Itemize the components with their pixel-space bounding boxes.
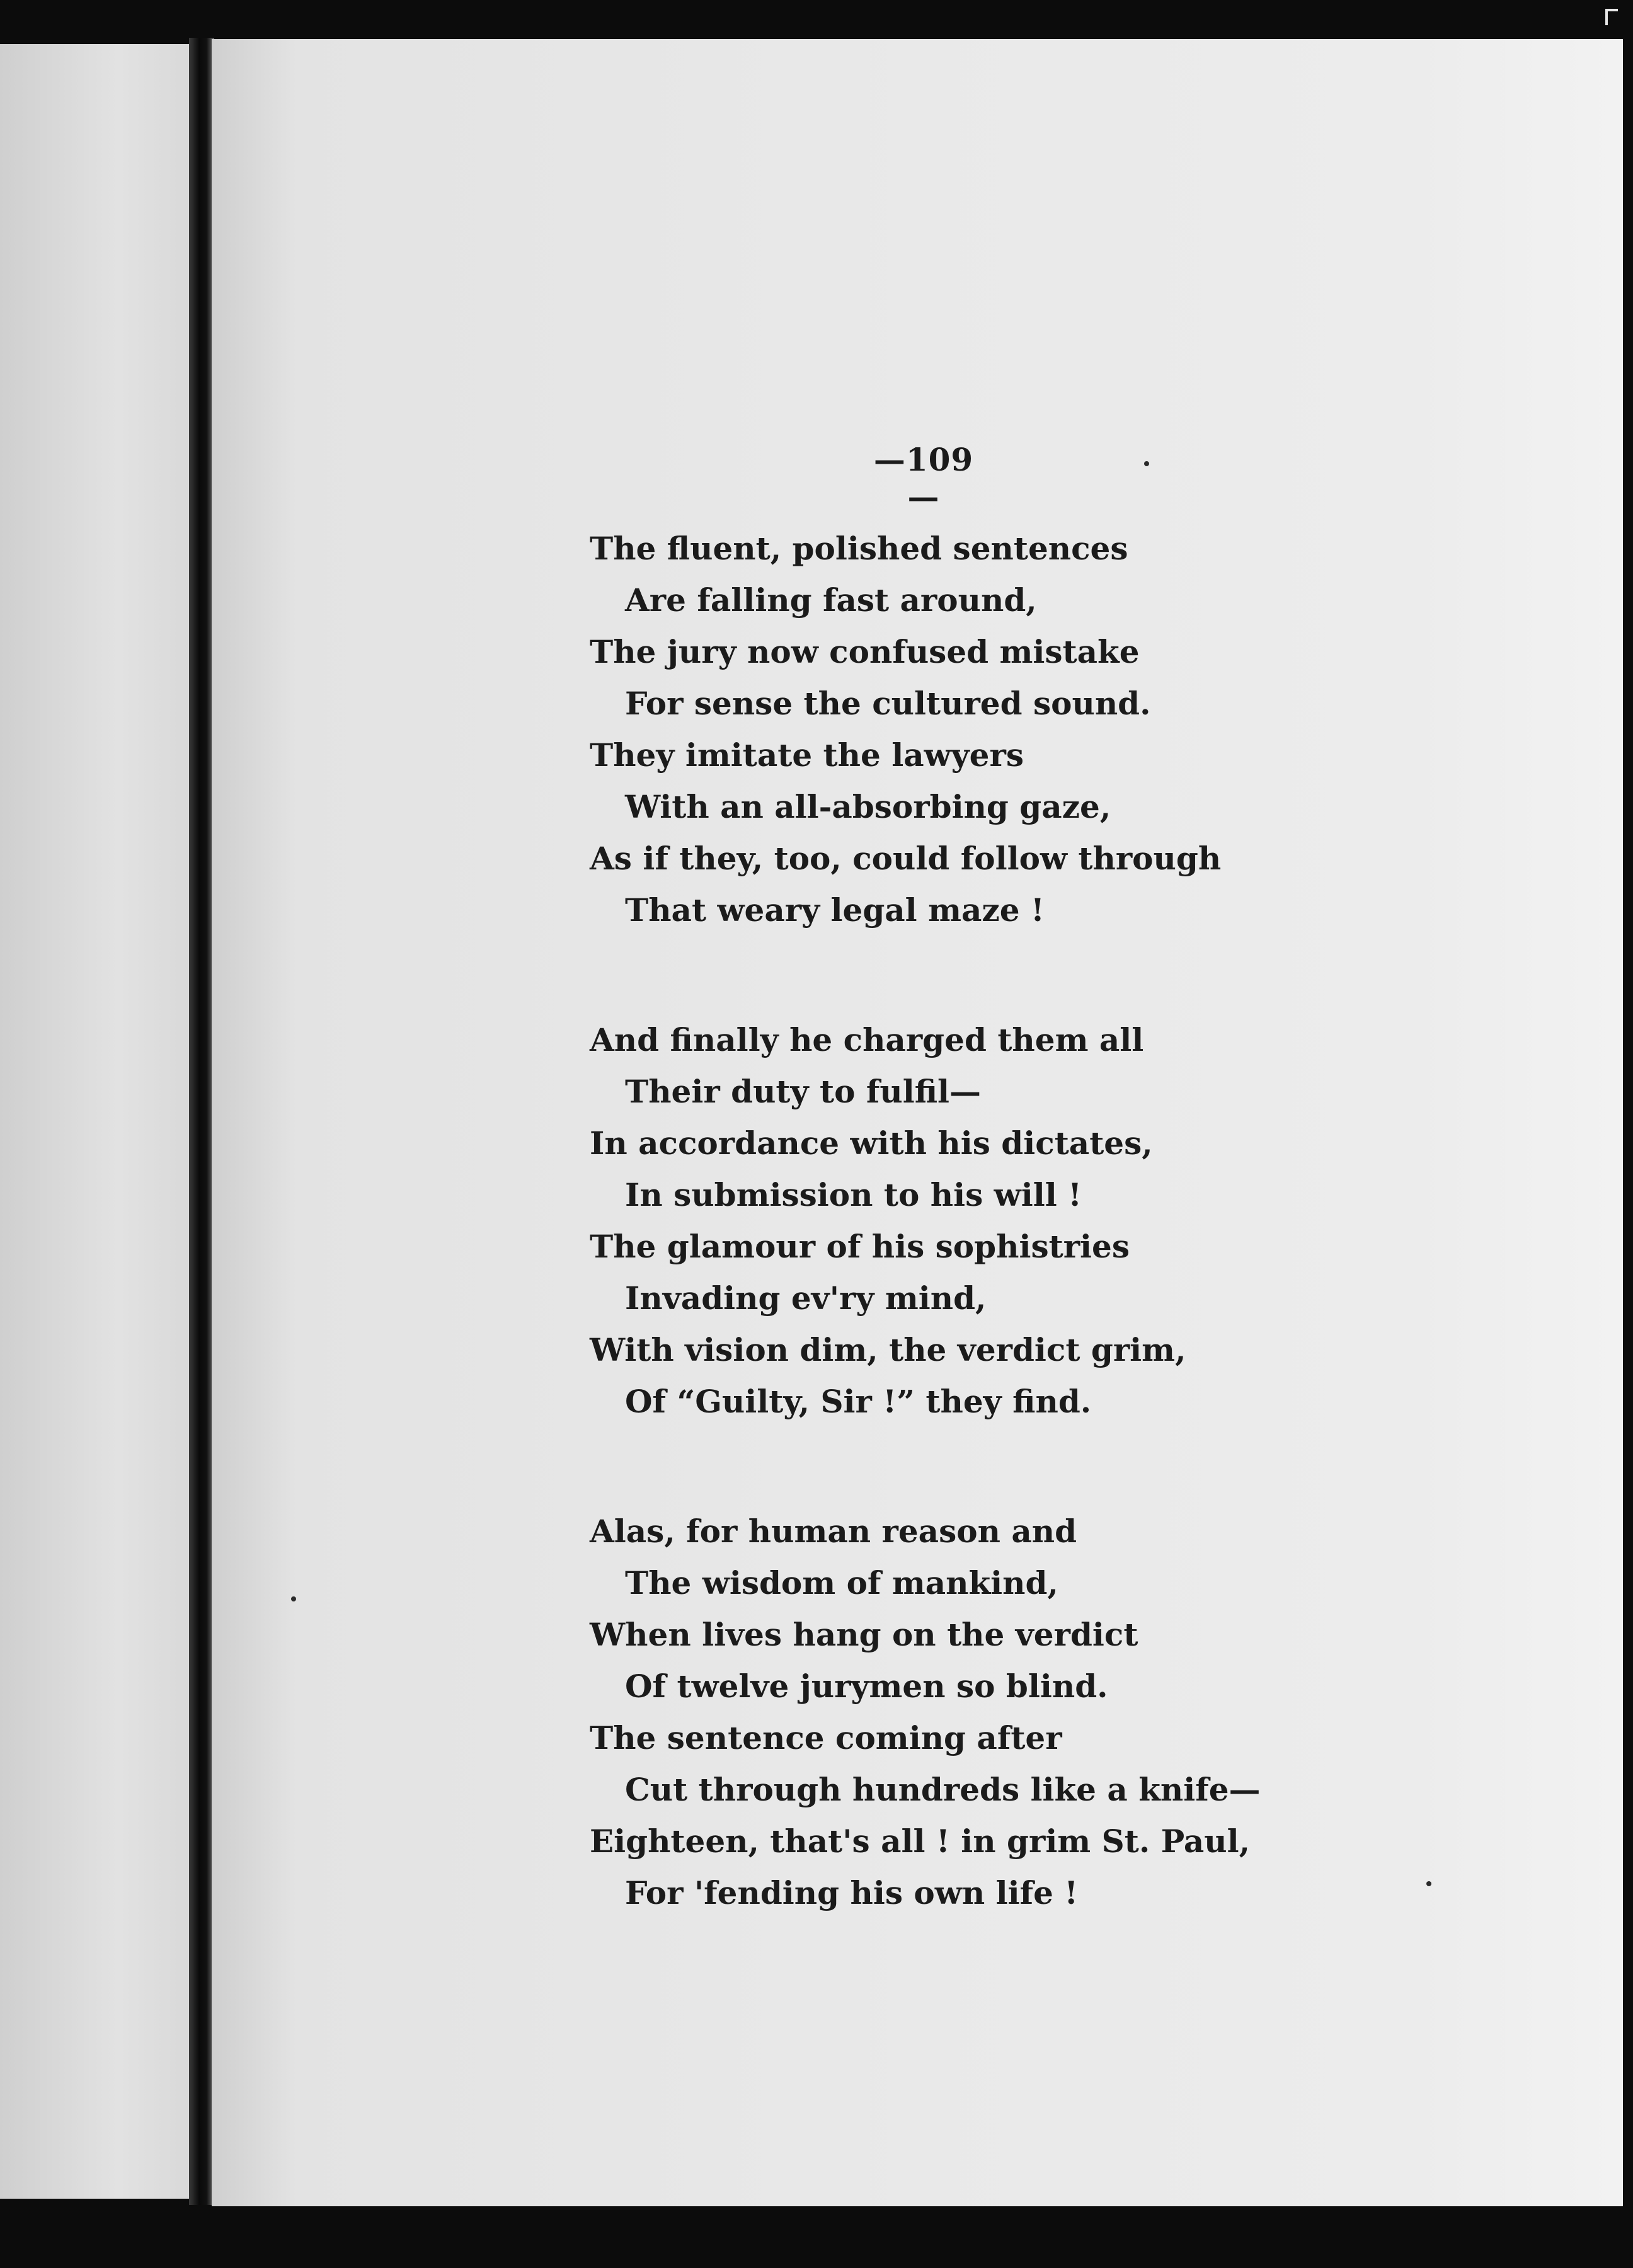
poem-line: Eighteen, that's all ! in grim St. Paul, — [590, 1823, 1251, 1860]
poem-line: Their duty to fulfil— — [625, 1073, 982, 1110]
poem-line: For sense the cultured sound. — [625, 685, 1151, 722]
poem-line: The glamour of his sophistries — [590, 1228, 1130, 1265]
poem-line: With vision dim, the verdict grim, — [590, 1331, 1186, 1368]
poem-line: And finally he charged them all — [590, 1021, 1144, 1058]
poem-line: The sentence coming after — [590, 1719, 1062, 1756]
poem-line: The jury now confused mistake — [590, 633, 1140, 670]
poem — [590, 523, 1346, 1919]
previous-page-edge — [0, 44, 197, 2199]
poem-line: The fluent, polished sentences — [590, 530, 1128, 567]
speck — [291, 1596, 296, 1601]
poem-line: They imitate the lawyers — [590, 736, 1024, 774]
speck — [1426, 1881, 1431, 1886]
poem-line: When lives hang on the verdict — [590, 1616, 1138, 1653]
book-gutter — [189, 38, 214, 2205]
speck — [1144, 461, 1149, 466]
poem-line: The wisdom of mankind, — [625, 1564, 1058, 1601]
poem-line: Of “Guilty, Sir !” they find. — [625, 1383, 1092, 1420]
stanza — [590, 1014, 1346, 1428]
corner-mark — [1605, 9, 1618, 25]
poem-line: Of twelve jurymen so blind. — [625, 1668, 1108, 1705]
poem-line: In accordance with his dictates, — [590, 1125, 1153, 1162]
page-number: —109— — [873, 441, 974, 515]
poem-line: As if they, too, could follow through — [590, 840, 1222, 877]
poem-line: For 'fending his own life ! — [625, 1874, 1079, 1911]
poem-line: In submission to his will ! — [625, 1176, 1082, 1213]
poem-line: Invading ev'ry mind, — [625, 1280, 987, 1317]
stanza — [590, 1506, 1346, 1919]
poem-line: That weary legal maze ! — [625, 891, 1045, 929]
poem-line: With an all-absorbing gaze, — [625, 788, 1111, 825]
stanza — [590, 523, 1346, 936]
poem-line: Cut through hundreds like a knife— — [625, 1771, 1261, 1808]
poem-line: Are falling fast around, — [625, 581, 1037, 619]
poem-line: Alas, for human reason and — [590, 1513, 1077, 1550]
